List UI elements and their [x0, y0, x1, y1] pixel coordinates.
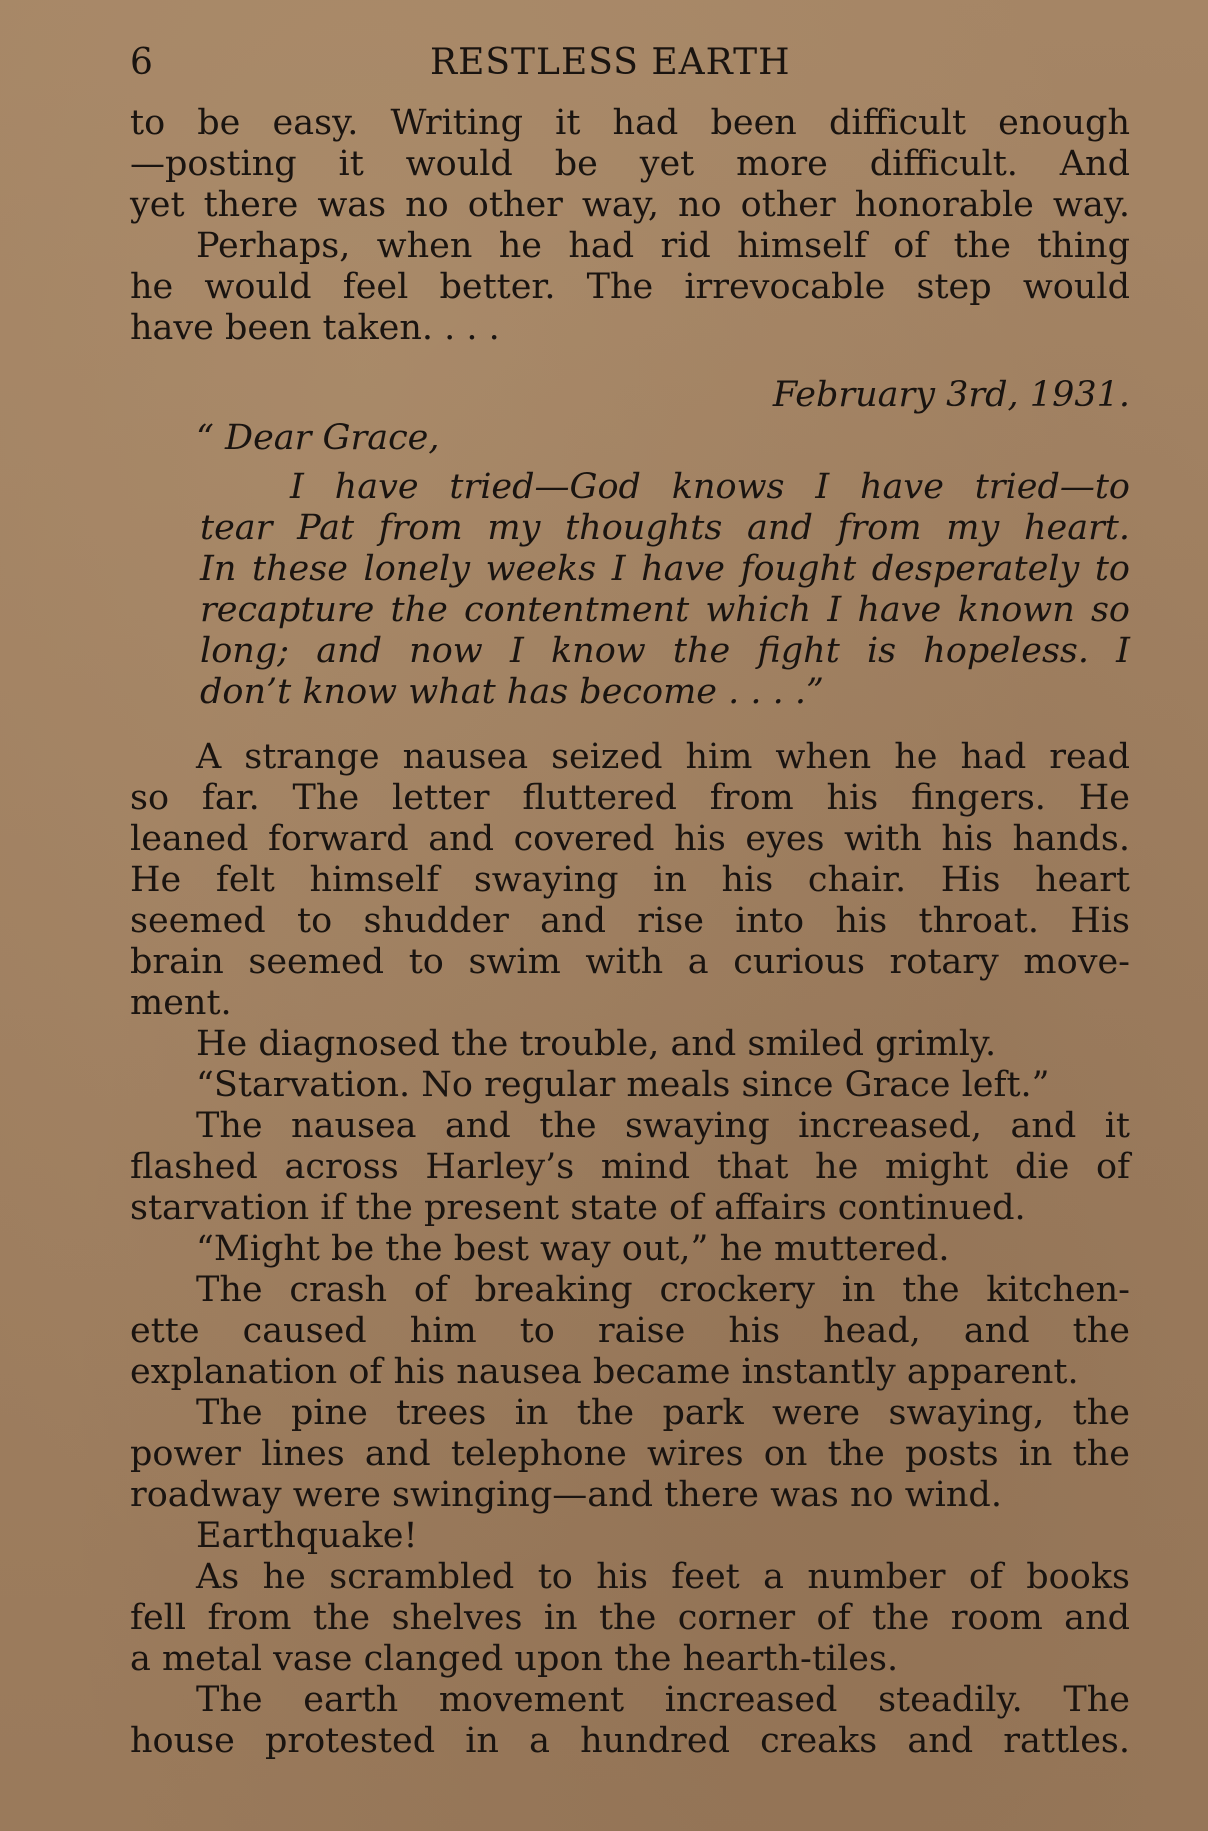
text-line: “Starvation. No regular meals since Grace left.”: [196, 1065, 1050, 1105]
text-line: The nausea and the swaying increased, and it: [196, 1106, 1130, 1146]
text-line: brain seemed to swim with a curious rotary move-: [130, 942, 1130, 982]
text-line: The pine trees in the park were swaying, the: [196, 1393, 1130, 1433]
page-header: [130, 38, 1130, 88]
letter-line: long; and now I know the fight is hopeless. I: [200, 631, 1130, 671]
letter-line: tear Pat from my thoughts and from my heart.: [200, 508, 1130, 548]
letter-line: I have tried—God knows I have tried—to: [290, 467, 1130, 507]
text-line: explanation of his nausea became instantly apparent.: [130, 1352, 1079, 1392]
letter-line: In these lonely weeks I have fought desperately to: [200, 549, 1130, 589]
text-line: A strange nausea seized him when he had read: [196, 737, 1130, 777]
text-line: have been taken. . . .: [130, 308, 500, 348]
text-line: The earth movement increased steadily. The: [196, 1680, 1130, 1720]
text-line: power lines and telephone wires on the posts in the: [130, 1434, 1130, 1474]
text-line: to be easy. Writing it had been difficult enough: [130, 103, 1130, 143]
text-line: Perhaps, when he had rid himself of the thing: [196, 226, 1130, 266]
text-line: He diagnosed the trouble, and smiled grimly.: [196, 1024, 997, 1064]
text-line: a metal vase clanged upon the hearth-tiles.: [130, 1639, 899, 1679]
text-line: he would feel better. The irrevocable step would: [130, 267, 1130, 307]
letter-date: February 3rd, 1931.: [772, 375, 1130, 415]
letter-salutation: “ Dear Grace,: [196, 418, 440, 458]
text-line: Earthquake!: [196, 1516, 418, 1556]
page-number: 6: [130, 42, 153, 83]
text-line: yet there was no other way, no other honorable way.: [130, 185, 1130, 225]
text-line: flashed across Harley’s mind that he might die of: [130, 1147, 1130, 1187]
letter-body: [200, 467, 1130, 713]
text-line: ette caused him to raise his head, and the: [130, 1311, 1130, 1351]
text-line: so far. The letter fluttered from his fingers. He: [130, 778, 1130, 818]
text-line: roadway were swinging—and there was no wind.: [130, 1475, 1002, 1515]
text-line: “Might be the best way out,” he muttered.: [196, 1229, 950, 1269]
paragraph-gap: [130, 713, 1130, 737]
text-line: —posting it would be yet more difficult. And: [130, 144, 1130, 184]
body-text: [130, 103, 1130, 1762]
text-line: starvation if the present state of affairs continued.: [130, 1188, 1026, 1228]
letter-line: recapture the contentment which I have known so: [200, 590, 1130, 630]
text-line: house protested in a hundred creaks and rattles.: [130, 1721, 1130, 1761]
text-line: ment.: [130, 983, 232, 1023]
running-title: RESTLESS EARTH: [430, 42, 791, 83]
letter-line: don’t know what has become . . . .”: [200, 672, 824, 712]
text-line: seemed to shudder and rise into his throat. His: [130, 901, 1130, 941]
text-line: fell from the shelves in the corner of the room and: [130, 1598, 1130, 1638]
text-line: As he scrambled to his feet a number of books: [196, 1557, 1130, 1597]
text-line: The crash of breaking crockery in the kitchen-: [196, 1270, 1130, 1310]
text-line: leaned forward and covered his eyes with his hands.: [130, 819, 1130, 859]
text-line: He felt himself swaying in his chair. His heart: [130, 860, 1130, 900]
